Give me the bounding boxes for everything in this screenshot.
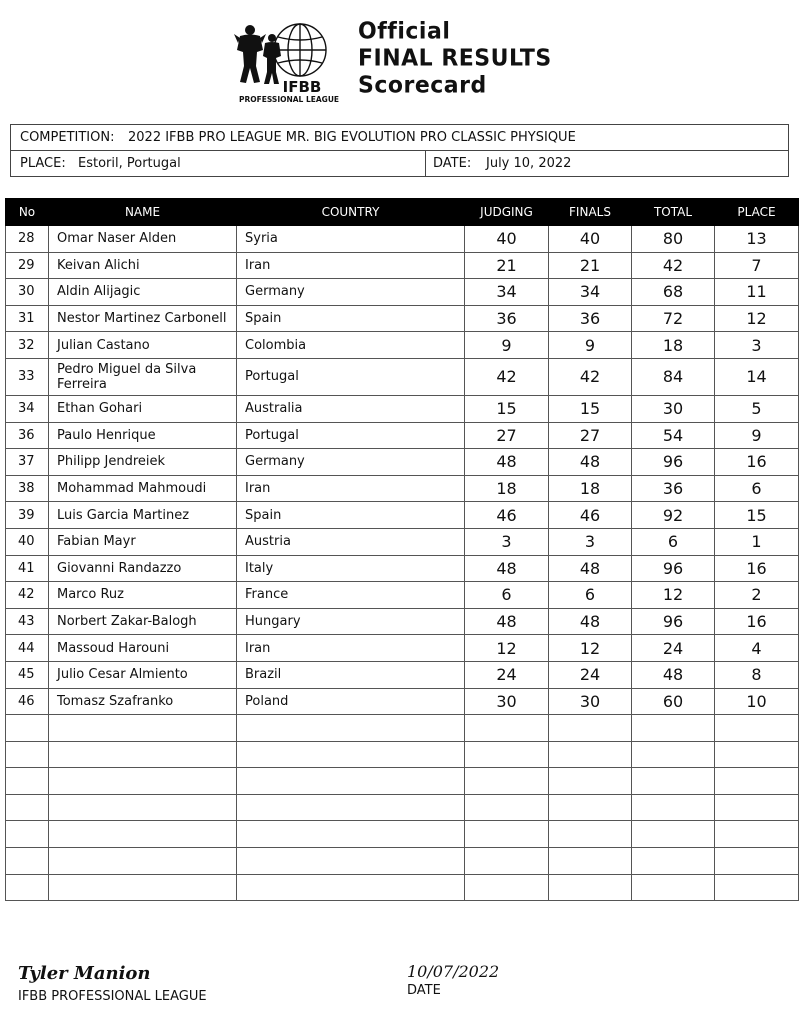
cell-total: 42 (632, 252, 715, 279)
empty-table-row (6, 874, 799, 901)
footer-date-value: 10/07/2022 (407, 962, 500, 981)
cell-judging: 21 (465, 252, 549, 279)
athlete-name-line: Paulo Henrique (57, 427, 156, 443)
cell-total: 54 (632, 422, 715, 449)
cell-country (237, 848, 465, 875)
cell-name (49, 582, 237, 609)
cell-total: 48 (632, 661, 715, 688)
table-row (6, 252, 799, 279)
athlete-name-line: Nestor Martinez Carbonell (57, 311, 227, 327)
cell-no (6, 848, 49, 875)
cell-place: 3 (715, 332, 799, 359)
cell-country (237, 741, 465, 768)
cell-no: 29 (6, 252, 49, 279)
cell-finals: 48 (549, 608, 632, 635)
cell-total (632, 848, 715, 875)
cell-name (49, 252, 237, 279)
cell-no (6, 794, 49, 821)
cell-judging (465, 741, 549, 768)
signature-org: IFBB PROFESSIONAL LEAGUE (18, 989, 207, 1004)
cell-total: 24 (632, 635, 715, 662)
cell-place: 12 (715, 305, 799, 332)
cell-name (49, 688, 237, 715)
cell-finals (549, 874, 632, 901)
column-header-country: COUNTRY (237, 199, 465, 226)
table-row (6, 528, 799, 555)
cell-place: 5 (715, 395, 799, 422)
document-title (358, 18, 552, 99)
athlete-name-line: Luis Garcia Martinez (57, 507, 190, 523)
table-row (6, 582, 799, 609)
cell-no (6, 768, 49, 795)
empty-table-row (6, 848, 799, 875)
results-table (5, 198, 799, 901)
cell-name (49, 422, 237, 449)
cell-finals: 18 (549, 475, 632, 502)
column-header-no: No (6, 199, 49, 226)
cell-name (49, 768, 237, 795)
cell-judging: 18 (465, 475, 549, 502)
cell-total: 68 (632, 279, 715, 306)
cell-country: Portugal (237, 358, 465, 395)
column-header-name: NAME (49, 199, 237, 226)
cell-judging (465, 848, 549, 875)
competition-row (11, 125, 788, 151)
cell-judging: 34 (465, 279, 549, 306)
cell-no: 40 (6, 528, 49, 555)
cell-no: 28 (6, 226, 49, 253)
table-body (6, 226, 799, 901)
cell-finals: 46 (549, 502, 632, 529)
cell-judging: 48 (465, 449, 549, 476)
cell-place: 8 (715, 661, 799, 688)
table-row (6, 449, 799, 476)
table-header-row (6, 199, 799, 226)
cell-finals: 9 (549, 332, 632, 359)
table-row (6, 305, 799, 332)
cell-name (49, 741, 237, 768)
cell-finals: 6 (549, 582, 632, 609)
cell-place: 9 (715, 422, 799, 449)
athlete-name-line: Giovanni Randazzo (57, 560, 182, 576)
cell-total (632, 741, 715, 768)
athlete-name-line: Ethan Gohari (57, 401, 143, 417)
cell-country: Spain (237, 502, 465, 529)
competition-value: 2022 IFBB PRO LEAGUE MR. BIG EVOLUTION PRO CLASSIC PHYSIQUE (128, 130, 576, 145)
athlete-name-line: Marco Ruz (57, 587, 124, 603)
cell-place (715, 848, 799, 875)
cell-no: 45 (6, 661, 49, 688)
empty-table-row (6, 794, 799, 821)
cell-place: 15 (715, 502, 799, 529)
cell-no (6, 741, 49, 768)
logo-org-line-2: PROFESSIONAL LEAGUE (238, 95, 340, 104)
cell-name (49, 555, 237, 582)
cell-judging: 30 (465, 688, 549, 715)
athlete-name-line: Massoud Harouni (57, 640, 170, 656)
cell-place (715, 794, 799, 821)
table-row (6, 661, 799, 688)
cell-country (237, 874, 465, 901)
cell-place: 14 (715, 358, 799, 395)
cell-no: 31 (6, 305, 49, 332)
cell-no: 30 (6, 279, 49, 306)
cell-name (49, 395, 237, 422)
athlete-name-line: Pedro Miguel da Silva (57, 361, 197, 377)
place-label: PLACE: (20, 156, 66, 171)
cell-no: 34 (6, 395, 49, 422)
table-row (6, 395, 799, 422)
cell-country (237, 821, 465, 848)
ifbb-pro-league-logo (232, 16, 347, 104)
title-line-3: Scorecard (358, 72, 487, 99)
cell-country: Iran (237, 635, 465, 662)
cell-name (49, 715, 237, 742)
cell-finals (549, 794, 632, 821)
athlete-name-line: Julian Castano (57, 337, 150, 353)
cell-finals (549, 741, 632, 768)
cell-total: 92 (632, 502, 715, 529)
cell-judging: 42 (465, 358, 549, 395)
cell-total: 84 (632, 358, 715, 395)
athlete-name-line: Omar Naser Alden (57, 231, 177, 247)
cell-finals: 48 (549, 555, 632, 582)
cell-name (49, 874, 237, 901)
competition-info-box (10, 124, 789, 177)
cell-name (49, 449, 237, 476)
athlete-name-line: Julio Cesar Almiento (57, 667, 188, 683)
cell-country: Australia (237, 395, 465, 422)
cell-no: 43 (6, 608, 49, 635)
cell-no: 41 (6, 555, 49, 582)
date-value: July 10, 2022 (486, 156, 572, 171)
cell-place (715, 874, 799, 901)
column-header-judging: JUDGING (465, 199, 549, 226)
cell-country: France (237, 582, 465, 609)
cell-no (6, 874, 49, 901)
cell-finals: 24 (549, 661, 632, 688)
cell-finals: 21 (549, 252, 632, 279)
cell-place: 1 (715, 528, 799, 555)
cell-place (715, 821, 799, 848)
cell-name (49, 821, 237, 848)
cell-no: 39 (6, 502, 49, 529)
cell-total: 96 (632, 555, 715, 582)
competition-label: COMPETITION: (20, 130, 115, 145)
empty-table-row (6, 821, 799, 848)
place-date-row (11, 151, 788, 177)
cell-no: 42 (6, 582, 49, 609)
cell-total: 72 (632, 305, 715, 332)
cell-judging: 24 (465, 661, 549, 688)
table-row (6, 688, 799, 715)
cell-judging: 46 (465, 502, 549, 529)
cell-no: 32 (6, 332, 49, 359)
cell-place (715, 741, 799, 768)
empty-table-row (6, 741, 799, 768)
cell-total: 30 (632, 395, 715, 422)
cell-name (49, 502, 237, 529)
cell-finals: 34 (549, 279, 632, 306)
cell-total (632, 821, 715, 848)
cell-name (49, 279, 237, 306)
cell-finals (549, 821, 632, 848)
athlete-name-line: Norbert Zakar-Balogh (57, 614, 197, 630)
title-line-1: Official (358, 18, 451, 45)
athlete-name-line: Mohammad Mahmoudi (57, 481, 207, 497)
empty-table-row (6, 715, 799, 742)
cell-country: Spain (237, 305, 465, 332)
table-row (6, 226, 799, 253)
cell-finals: 3 (549, 528, 632, 555)
table-row (6, 608, 799, 635)
cell-name (49, 332, 237, 359)
athlete-name-line: Philipp Jendreiek (57, 454, 166, 470)
cell-finals: 30 (549, 688, 632, 715)
cell-finals (549, 848, 632, 875)
cell-no: 36 (6, 422, 49, 449)
cell-place: 16 (715, 555, 799, 582)
table-row (6, 279, 799, 306)
table-row (6, 635, 799, 662)
cell-place: 11 (715, 279, 799, 306)
cell-judging (465, 768, 549, 795)
cell-total: 18 (632, 332, 715, 359)
globe-icon (274, 24, 326, 76)
table-row (6, 358, 799, 395)
cell-finals (549, 768, 632, 795)
cell-country: Portugal (237, 422, 465, 449)
cell-name (49, 226, 237, 253)
cell-total: 96 (632, 608, 715, 635)
cell-finals: 42 (549, 358, 632, 395)
cell-name (49, 358, 237, 395)
cell-place (715, 768, 799, 795)
cell-no: 44 (6, 635, 49, 662)
cell-finals: 48 (549, 449, 632, 476)
cell-finals: 12 (549, 635, 632, 662)
cell-no: 46 (6, 688, 49, 715)
cell-no (6, 715, 49, 742)
cell-judging: 48 (465, 555, 549, 582)
cell-finals (549, 715, 632, 742)
cell-name (49, 305, 237, 332)
cell-judging: 36 (465, 305, 549, 332)
cell-total: 80 (632, 226, 715, 253)
cell-no: 37 (6, 449, 49, 476)
cell-place: 6 (715, 475, 799, 502)
cell-country (237, 768, 465, 795)
cell-judging: 6 (465, 582, 549, 609)
cell-judging: 3 (465, 528, 549, 555)
cell-name (49, 475, 237, 502)
cell-judging (465, 874, 549, 901)
info-divider (425, 151, 426, 177)
cell-no: 38 (6, 475, 49, 502)
cell-name (49, 635, 237, 662)
athlete-name-line: Keivan Alichi (57, 257, 140, 273)
cell-judging (465, 794, 549, 821)
cell-place: 16 (715, 608, 799, 635)
cell-judging: 40 (465, 226, 549, 253)
cell-country: Syria (237, 226, 465, 253)
cell-place: 10 (715, 688, 799, 715)
table-row (6, 332, 799, 359)
cell-total (632, 715, 715, 742)
cell-name (49, 794, 237, 821)
cell-total (632, 768, 715, 795)
cell-country (237, 794, 465, 821)
cell-judging: 9 (465, 332, 549, 359)
cell-country: Italy (237, 555, 465, 582)
cell-finals: 15 (549, 395, 632, 422)
cell-finals: 40 (549, 226, 632, 253)
cell-total: 6 (632, 528, 715, 555)
athlete-name-line: Aldin Alijagic (57, 284, 141, 300)
logo-org-line-1: IFBB (282, 78, 322, 96)
signature-name: Tyler Manion (18, 963, 151, 984)
column-header-place: PLACE (715, 199, 799, 226)
cell-place (715, 715, 799, 742)
cell-total (632, 794, 715, 821)
athletes-icon (234, 25, 281, 84)
cell-place: 16 (715, 449, 799, 476)
column-header-total: TOTAL (632, 199, 715, 226)
cell-no (6, 821, 49, 848)
footer-date-label: DATE (407, 983, 441, 998)
cell-finals: 36 (549, 305, 632, 332)
athlete-name-line: Fabian Mayr (57, 534, 136, 550)
cell-judging: 15 (465, 395, 549, 422)
cell-country: Iran (237, 252, 465, 279)
cell-judging: 48 (465, 608, 549, 635)
cell-name (49, 608, 237, 635)
table-row (6, 475, 799, 502)
cell-place: 7 (715, 252, 799, 279)
cell-finals: 27 (549, 422, 632, 449)
cell-judging (465, 715, 549, 742)
cell-country: Germany (237, 449, 465, 476)
cell-name (49, 528, 237, 555)
title-line-2: FINAL RESULTS (358, 45, 552, 72)
place-value: Estoril, Portugal (78, 156, 181, 171)
cell-country: Iran (237, 475, 465, 502)
cell-total (632, 874, 715, 901)
cell-total: 12 (632, 582, 715, 609)
cell-country: Poland (237, 688, 465, 715)
cell-total: 96 (632, 449, 715, 476)
cell-judging: 27 (465, 422, 549, 449)
table-row (6, 502, 799, 529)
cell-country (237, 715, 465, 742)
cell-place: 4 (715, 635, 799, 662)
cell-total: 60 (632, 688, 715, 715)
table-row (6, 555, 799, 582)
cell-judging (465, 821, 549, 848)
cell-no: 33 (6, 358, 49, 395)
cell-name (49, 661, 237, 688)
cell-country: Hungary (237, 608, 465, 635)
cell-country: Brazil (237, 661, 465, 688)
cell-country: Colombia (237, 332, 465, 359)
cell-place: 2 (715, 582, 799, 609)
cell-judging: 12 (465, 635, 549, 662)
cell-country: Austria (237, 528, 465, 555)
athlete-name-line: Ferreira (57, 376, 107, 392)
table-row (6, 422, 799, 449)
cell-place: 13 (715, 226, 799, 253)
date-label: DATE: (433, 156, 472, 171)
column-header-finals: FINALS (549, 199, 632, 226)
cell-total: 36 (632, 475, 715, 502)
cell-name (49, 848, 237, 875)
cell-country: Germany (237, 279, 465, 306)
empty-table-row (6, 768, 799, 795)
athlete-name-line: Tomasz Szafranko (57, 693, 174, 709)
